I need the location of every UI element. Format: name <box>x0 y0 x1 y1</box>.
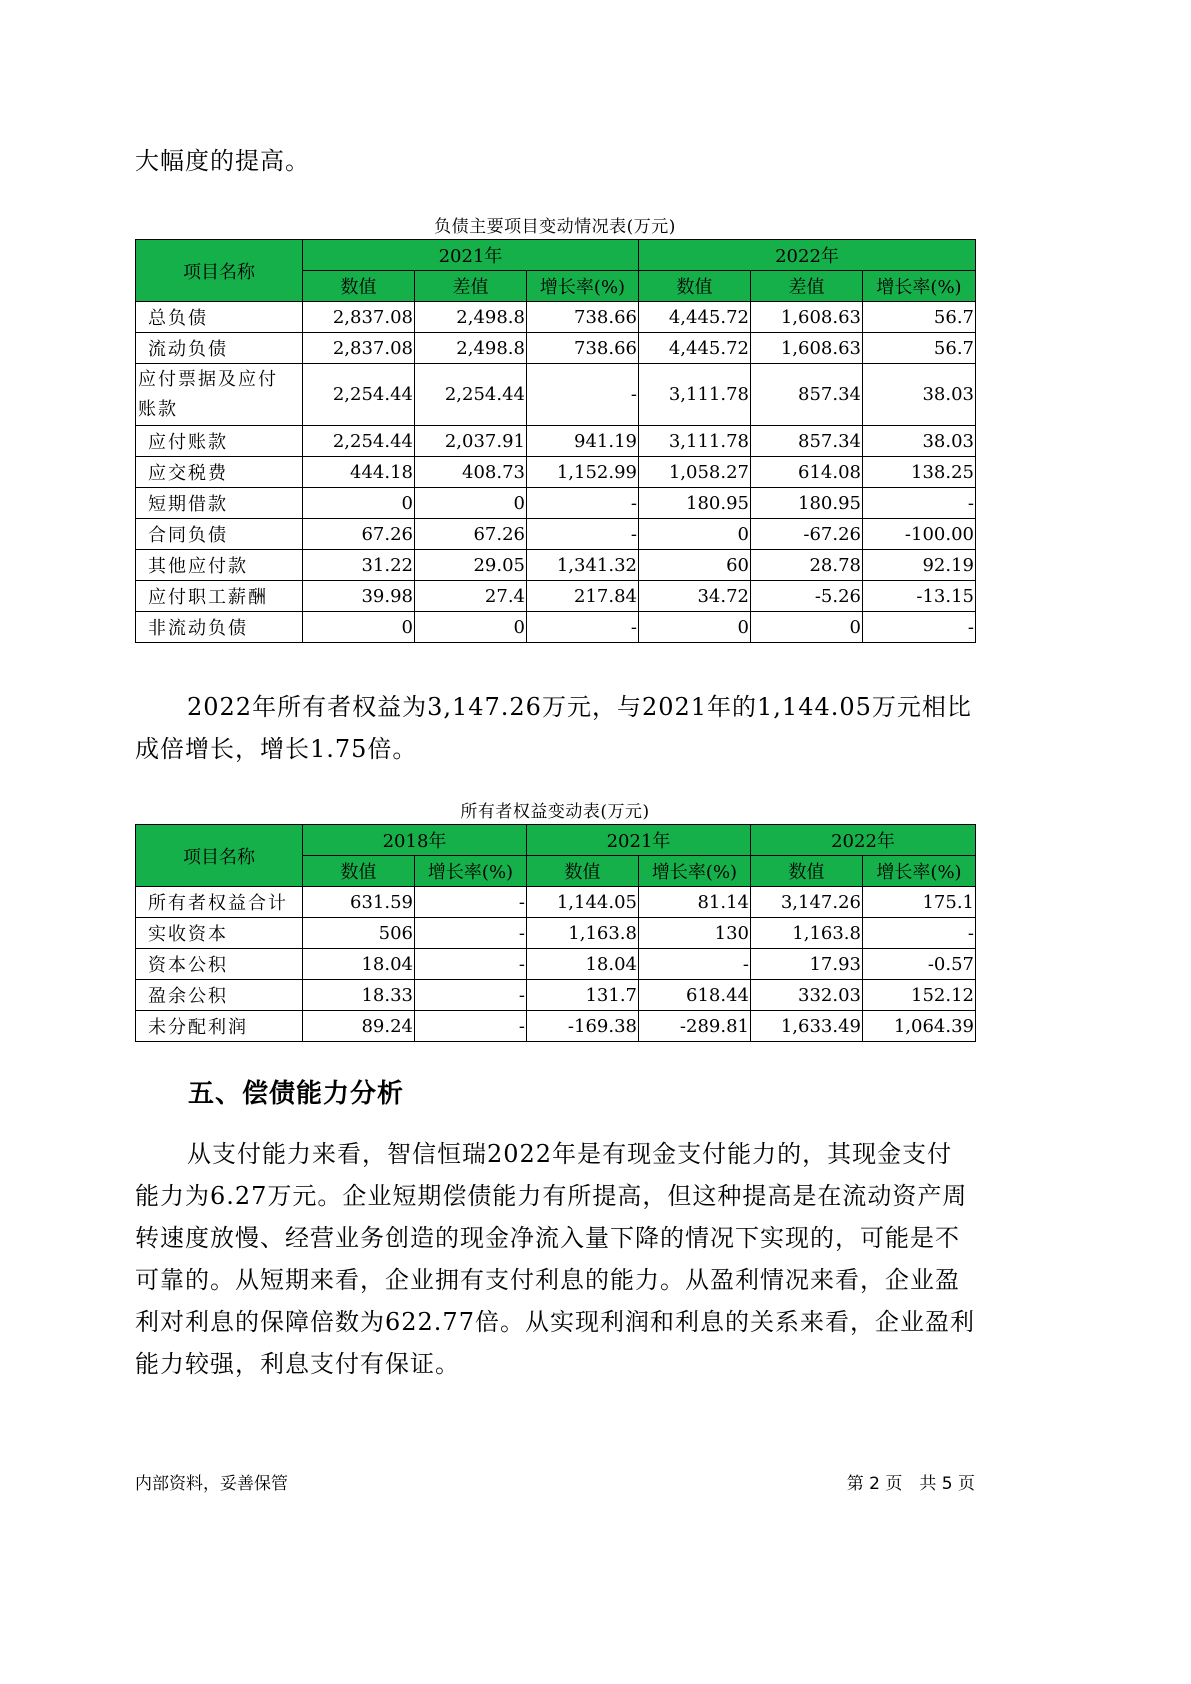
equity-subheader: 数值 <box>527 856 639 887</box>
table-cell: 17.93 <box>751 949 863 980</box>
table-cell: 1,608.63 <box>751 333 863 364</box>
table-cell: 56.7 <box>863 302 976 333</box>
liability-table <box>135 239 976 643</box>
table-cell: 408.73 <box>415 457 527 488</box>
table-cell: - <box>415 887 527 918</box>
table-cell: - <box>527 364 639 426</box>
table-cell: 27.4 <box>415 581 527 612</box>
row-label: 应交税费 <box>136 457 303 488</box>
liability-subheader: 增长率(%) <box>527 271 639 302</box>
liability-item-header: 项目名称 <box>136 240 303 302</box>
table-cell: - <box>415 980 527 1011</box>
table-cell: 738.66 <box>527 302 639 333</box>
table-cell: 2,037.91 <box>415 426 527 457</box>
table-row <box>136 612 976 643</box>
table-cell: 1,064.39 <box>863 1011 976 1042</box>
table-row <box>136 581 976 612</box>
table-row <box>136 364 976 426</box>
row-label: 短期借款 <box>136 488 303 519</box>
equity-item-header: 项目名称 <box>136 825 303 887</box>
table-cell: 0 <box>415 488 527 519</box>
liability-subheader: 差值 <box>751 271 863 302</box>
table-cell: 614.08 <box>751 457 863 488</box>
table-cell: -13.15 <box>863 581 976 612</box>
row-label: 应付职工薪酬 <box>136 581 303 612</box>
table-row <box>136 519 976 550</box>
liability-year-2021: 2021年 <box>303 240 639 271</box>
table-cell: 1,633.49 <box>751 1011 863 1042</box>
row-label: 非流动负债 <box>136 612 303 643</box>
table-cell: 1,163.8 <box>527 918 639 949</box>
row-label: 应付票据及应付账款 <box>136 364 303 426</box>
equity-subheader: 增长率(%) <box>639 856 751 887</box>
row-label: 其他应付款 <box>136 550 303 581</box>
row-label: 未分配利润 <box>136 1011 303 1042</box>
table-cell: 0 <box>639 612 751 643</box>
table-cell: 4,445.72 <box>639 302 751 333</box>
table-cell: 130 <box>639 918 751 949</box>
table-cell: - <box>415 1011 527 1042</box>
table-cell: 631.59 <box>303 887 415 918</box>
equity-subheader: 增长率(%) <box>863 856 976 887</box>
table-cell: - <box>527 488 639 519</box>
table-cell: 618.44 <box>639 980 751 1011</box>
table-cell: 1,144.05 <box>527 887 639 918</box>
table-cell: 0 <box>751 612 863 643</box>
table-cell: -67.26 <box>751 519 863 550</box>
row-label: 盈余公积 <box>136 980 303 1011</box>
table-cell: 1,058.27 <box>639 457 751 488</box>
table-cell: - <box>863 488 976 519</box>
table-row <box>136 1011 976 1042</box>
table-cell: 0 <box>303 612 415 643</box>
liability-subheader: 数值 <box>303 271 415 302</box>
table-cell: 18.04 <box>527 949 639 980</box>
table-cell: 857.34 <box>751 426 863 457</box>
row-label: 总负债 <box>136 302 303 333</box>
section-heading: 五、偿债能力分析 <box>188 1079 405 1109</box>
equity-table-caption: 所有者权益变动表(万元) <box>460 802 650 822</box>
table-cell: 2,254.44 <box>415 364 527 426</box>
table-cell: 38.03 <box>863 426 976 457</box>
table-cell: 67.26 <box>303 519 415 550</box>
row-label: 实收资本 <box>136 918 303 949</box>
table-cell: 3,111.78 <box>639 426 751 457</box>
solvency-text: 从支付能力来看，智信恒瑞2022年是有现金支付能力的，其现金支付能力为6.27万元。企业短期偿债能力有所提高，但这种提高是在流动资产周转速度放慢、经营业务创造的现金净流入量下降的情况下实现的，可能是不可靠的。从短期来看，企业拥有支付利息的能力。从盈利情况来看，企业盈利对利息的保障倍数为622.77倍。从实现利润和利息的关系来看，企业盈利能力较强，利息支付有保证。 <box>135 1140 975 1378</box>
row-label: 合同负债 <box>136 519 303 550</box>
table-cell: 2,498.8 <box>415 333 527 364</box>
table-cell: 1,608.63 <box>751 302 863 333</box>
table-cell: 28.78 <box>751 550 863 581</box>
table-cell: 89.24 <box>303 1011 415 1042</box>
table-cell: 39.98 <box>303 581 415 612</box>
table-row <box>136 333 976 364</box>
intro-text: 大幅度的提高。 <box>135 147 310 175</box>
table-cell: 60 <box>639 550 751 581</box>
table-cell: 1,152.99 <box>527 457 639 488</box>
table-cell: 738.66 <box>527 333 639 364</box>
equity-table <box>135 824 976 1042</box>
table-cell: -169.38 <box>527 1011 639 1042</box>
table-cell: - <box>415 949 527 980</box>
table-cell: 941.19 <box>527 426 639 457</box>
table-cell: 67.26 <box>415 519 527 550</box>
table-row <box>136 426 976 457</box>
row-label: 所有者权益合计 <box>136 887 303 918</box>
table-cell: 131.7 <box>527 980 639 1011</box>
table-cell: 1,341.32 <box>527 550 639 581</box>
table-cell: 0 <box>639 519 751 550</box>
table-cell: 217.84 <box>527 581 639 612</box>
table-cell: -100.00 <box>863 519 976 550</box>
table-cell: -289.81 <box>639 1011 751 1042</box>
liability-year-2022: 2022年 <box>639 240 976 271</box>
equity-year-2022: 2022年 <box>751 825 976 856</box>
table-row <box>136 887 976 918</box>
equity-subheader: 数值 <box>751 856 863 887</box>
table-cell: -5.26 <box>751 581 863 612</box>
table-cell: - <box>863 612 976 643</box>
table-cell: 81.14 <box>639 887 751 918</box>
footer-page-number: 第 2 页 共 5 页 <box>846 1474 975 1494</box>
row-label: 应付账款 <box>136 426 303 457</box>
table-cell: 0 <box>415 612 527 643</box>
table-cell: 38.03 <box>863 364 976 426</box>
table-cell: 175.1 <box>863 887 976 918</box>
table-cell: 2,254.44 <box>303 364 415 426</box>
table-cell: 31.22 <box>303 550 415 581</box>
table-cell: 2,254.44 <box>303 426 415 457</box>
footer-left: 内部资料，妥善保管 <box>135 1474 288 1494</box>
table-cell: - <box>415 918 527 949</box>
table-cell: 56.7 <box>863 333 976 364</box>
table-cell: 2,498.8 <box>415 302 527 333</box>
table-cell: 180.95 <box>751 488 863 519</box>
table-cell: 138.25 <box>863 457 976 488</box>
table-row <box>136 550 976 581</box>
table-cell: 1,163.8 <box>751 918 863 949</box>
table-cell: 4,445.72 <box>639 333 751 364</box>
row-label: 资本公积 <box>136 949 303 980</box>
table-cell: 857.34 <box>751 364 863 426</box>
table-cell: - <box>527 612 639 643</box>
table-cell: - <box>527 519 639 550</box>
table-row <box>136 918 976 949</box>
table-cell: -0.57 <box>863 949 976 980</box>
table-cell: 18.33 <box>303 980 415 1011</box>
table-cell: 2,837.08 <box>303 333 415 364</box>
liability-table-caption: 负债主要项目变动情况表(万元) <box>434 217 676 237</box>
table-cell: - <box>639 949 751 980</box>
table-cell: 444.18 <box>303 457 415 488</box>
equity-subheader: 增长率(%) <box>415 856 527 887</box>
equity-subheader: 数值 <box>303 856 415 887</box>
table-cell: 152.12 <box>863 980 976 1011</box>
table-row <box>136 457 976 488</box>
equity-text: 2022年所有者权益为3,147.26万元，与2021年的1,144.05万元相比成倍增长，增长1.75倍。 <box>135 693 972 763</box>
liability-subheader: 增长率(%) <box>863 271 976 302</box>
table-cell: 0 <box>303 488 415 519</box>
equity-year-2021: 2021年 <box>527 825 751 856</box>
liability-subheader: 数值 <box>639 271 751 302</box>
table-cell: 332.03 <box>751 980 863 1011</box>
liability-subheader: 差值 <box>415 271 527 302</box>
table-cell: 506 <box>303 918 415 949</box>
table-row <box>136 949 976 980</box>
table-cell: 2,837.08 <box>303 302 415 333</box>
table-row <box>136 488 976 519</box>
table-cell: 34.72 <box>639 581 751 612</box>
table-cell: 180.95 <box>639 488 751 519</box>
table-row <box>136 302 976 333</box>
table-cell: 18.04 <box>303 949 415 980</box>
table-cell: 92.19 <box>863 550 976 581</box>
table-row <box>136 980 976 1011</box>
table-cell: 29.05 <box>415 550 527 581</box>
table-cell: - <box>863 918 976 949</box>
equity-year-2018: 2018年 <box>303 825 527 856</box>
table-cell: 3,147.26 <box>751 887 863 918</box>
row-label: 流动负债 <box>136 333 303 364</box>
table-cell: 3,111.78 <box>639 364 751 426</box>
